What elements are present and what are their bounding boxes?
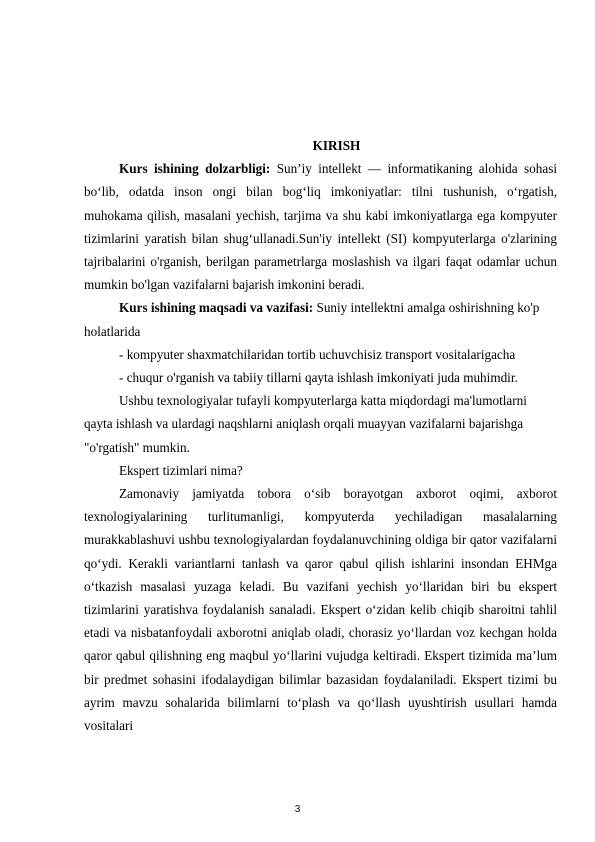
relevance-heading: Kurs ishining dolzarbligi: — [119, 161, 271, 177]
page-title: KIRISH — [312, 138, 361, 153]
paragraph-relevance — [84, 157, 557, 296]
paragraph-technologies: Ushbu texnologiyalar tufayli kompyuterlarga katta miqdordagi ma'lumotlarni qayta ishlash va ulardagi naqshlarni aniqlash orqali muayyan vazifalarni bajarishga "o'rgatish" mumkin. — [84, 393, 527, 455]
page-number: 3 — [294, 804, 301, 815]
paragraph-goal — [84, 296, 557, 342]
goal-heading: Kurs ishining maqsadi va vazifasi: — [119, 300, 314, 316]
goal-text: Suniy intellektni amalga oshirishning ko'p holatlarida — [84, 300, 540, 339]
expert-systems-question: Ekspert tizimlari nima? — [119, 462, 243, 478]
list-item: - kompyuter shaxmatchilaridan tortib uchuvchisiz transport vositalarigacha — [119, 346, 516, 362]
document-page — [84, 134, 557, 737]
paragraph-expert-systems: Zamonaviy jamiyatda tobora o‘sib borayotgan axborot oqimi, axborot texnologiyalarining turlitumanligi, kompyuterda yechiladigan masalalarning murakkablashuvi ushbu texnologiyalardan foydalanuvchining oldiga bir qator vazifalarni qo‘ydi. Kerakli variantlarni tanlash va qaror qabul qilish ishlarini insondan EHMga o‘tkazish masalasi yuzaga keladi. Bu vazifani yechish yo‘llaridan biri bu ekspert tizimlarini yaratishva foydalanish sanaladi. Ekspert o‘zidan kelib chiqib sharoitni tahlil etadi va nisbatanfoydali axborotni aniqlab oladi, chorasiz yo‘llardan voz kechgan holda qaror qabul qilishning eng maqbul yo‘llarini vujudga keltiradi. Ekspert tizimida ma’lum bir predmet sohasini ifodalaydigan bilimlar bazasidan foydalaniladi. Ekspert tizimi bu ayrim mavzu sohalarida bilimlarni to‘plash va qo‘llash uyushtirish usullari hamda vositalari — [84, 486, 557, 734]
relevance-text: Sun’iy intellekt — informatikaning alohida sohasi bo‘lib, odatda inson ongi bilan bog‘liq imkoniyatlar: tilni tushunish, o‘rgatish, muhokama qilish, masalani yechish, tarjima va shu kabi imkoniyatlarga ega kompyuter tizimlarini yaratish bilan shug‘ullanadi.Sun'iy intellekt (SI) kompyuterlarga o'zlarining tajribalarini o'rganish, berilgan parametrlarga moslashish va ilgari faqat odamlar uchun mumkin bo'lgan vazifalarni bajarish imkonini beradi. — [84, 161, 557, 293]
list-item: - chuqur o'rganish va tabiiy tillarni qayta ishlash imkoniyati juda muhimdir. — [119, 370, 518, 386]
